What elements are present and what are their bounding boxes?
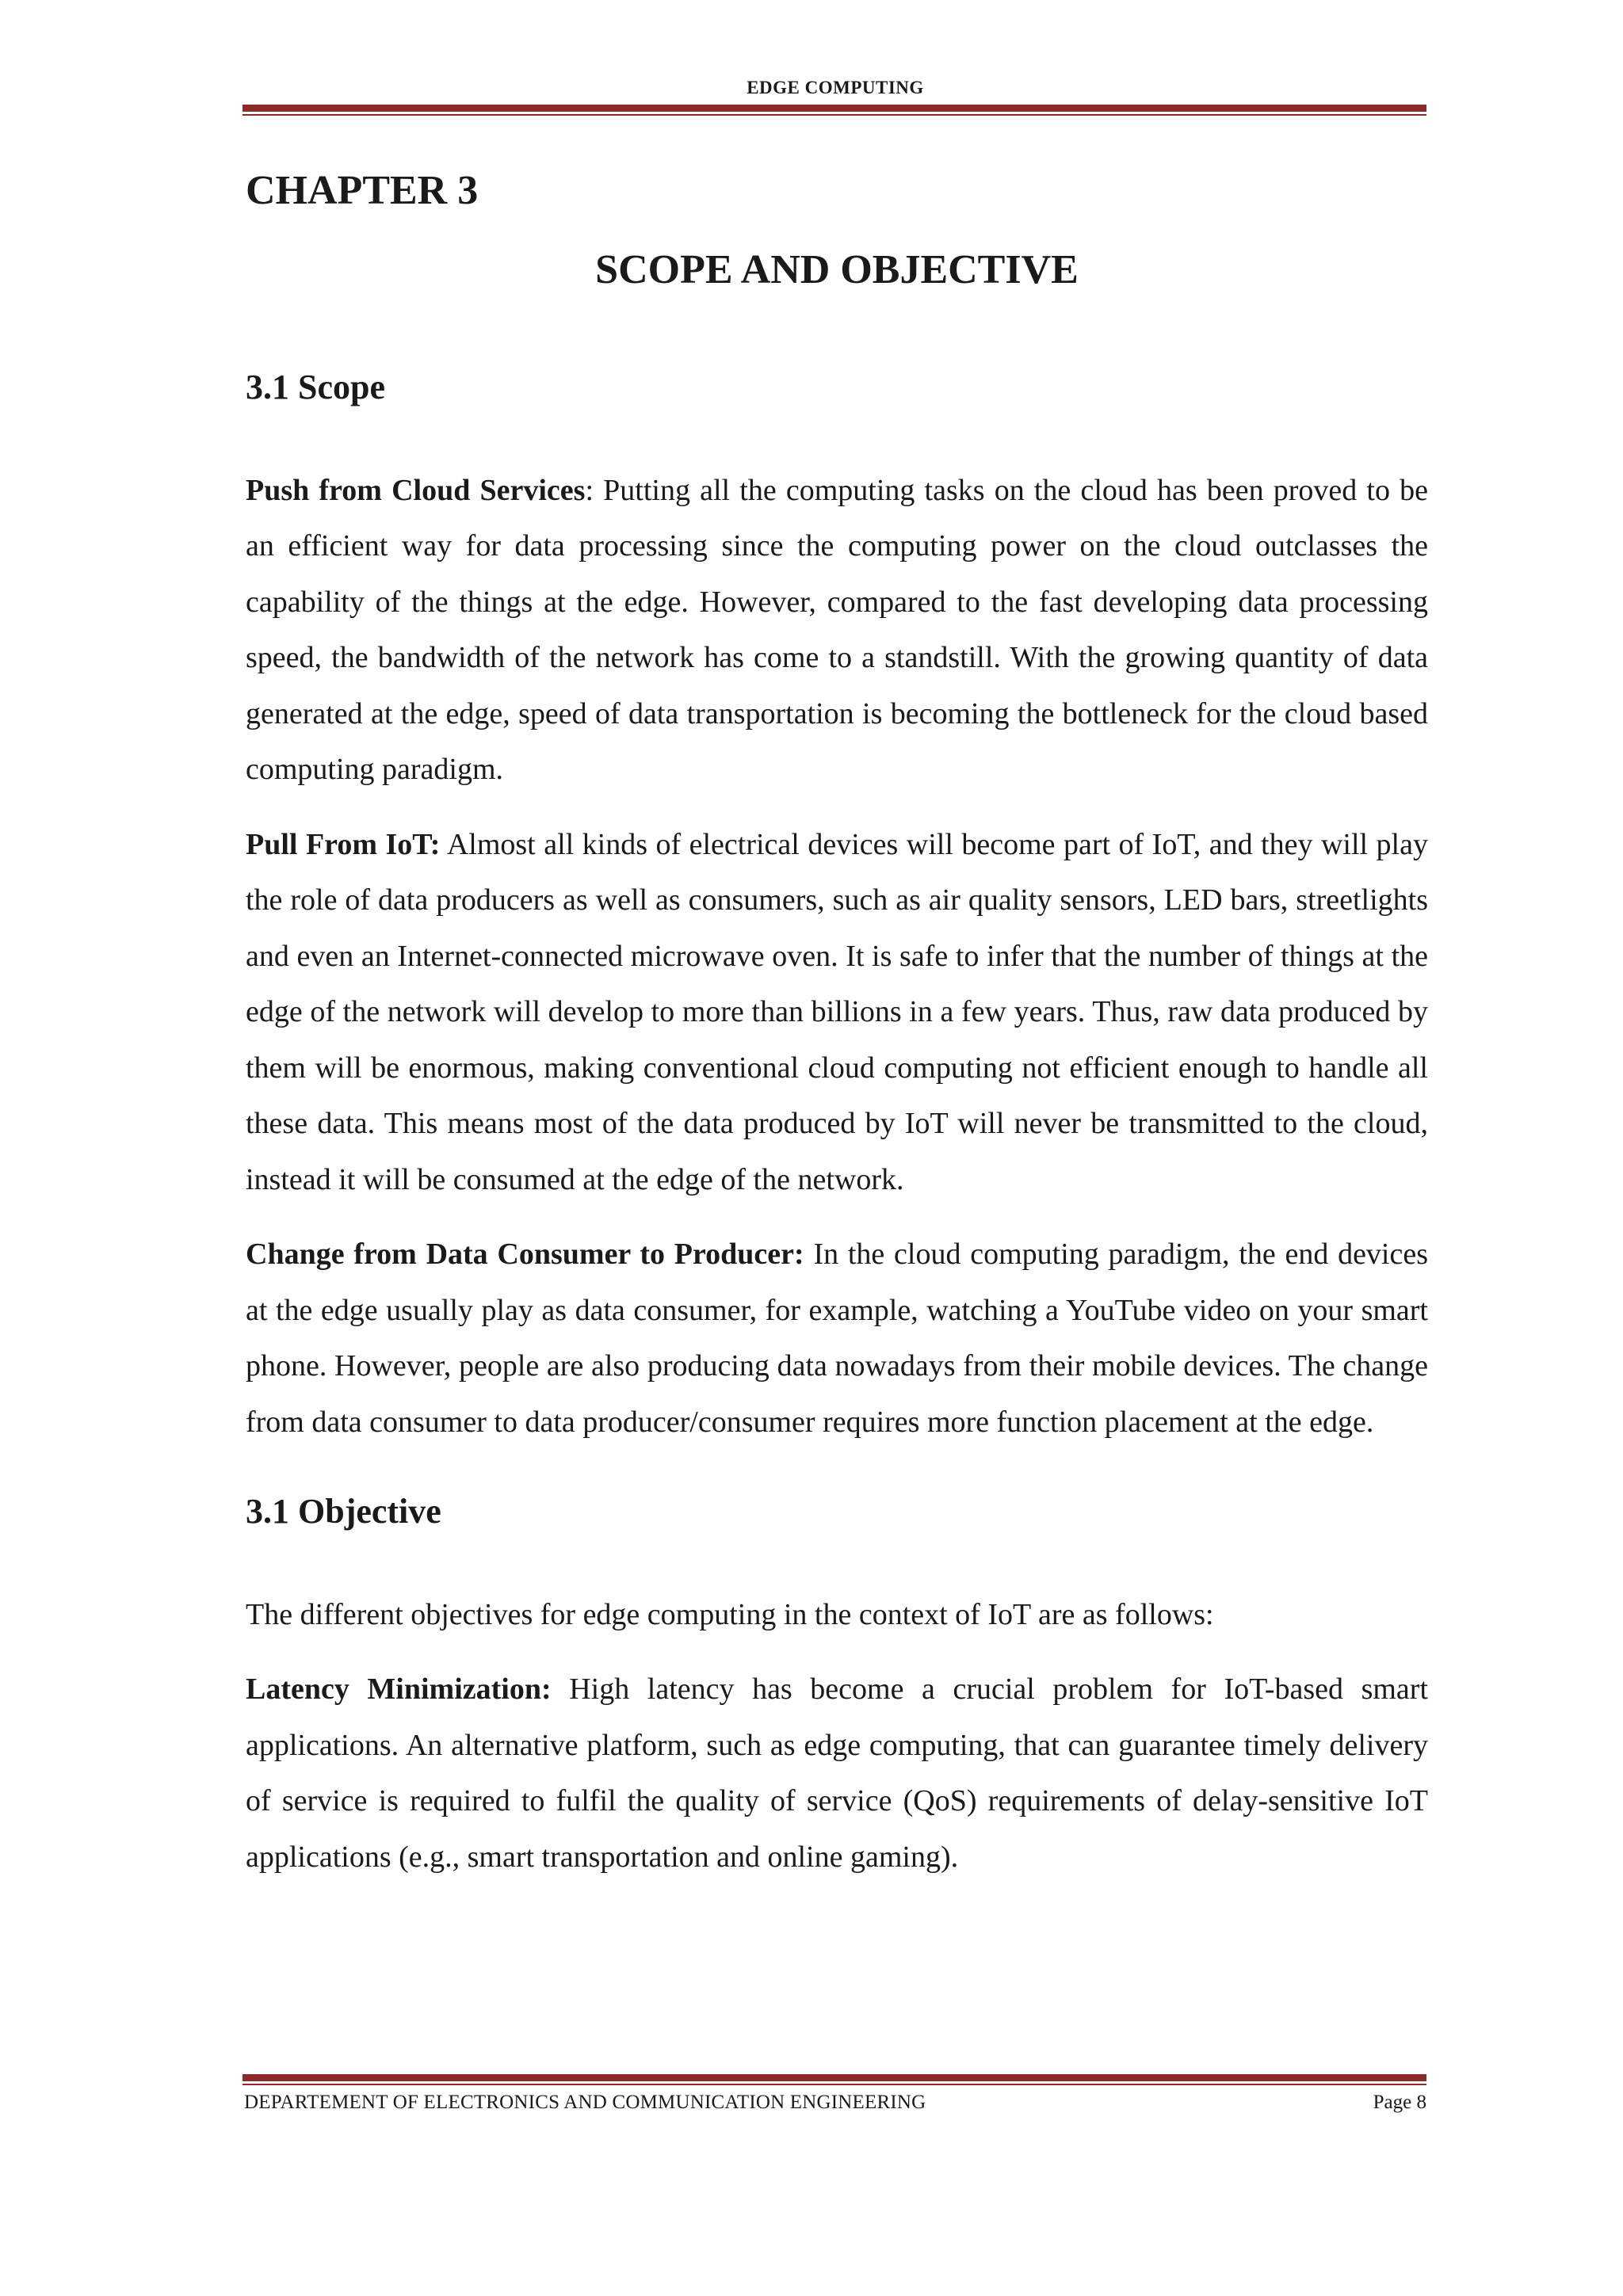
paragraph-latency-minimization <box>246 1661 1428 1885</box>
term-separator <box>804 1238 814 1271</box>
paragraph-text: In the cloud computing paradigm, the end devices at the edge usually play as data consumer, for example, watching a YouTube video on your smart phone. However, people are also producing data nowadays from their mobile devices. The change from data consumer to data producer/consumer requires more function placement at the edge. <box>246 1238 1429 1439</box>
paragraph-objective-intro: The different objectives for edge computing in the context of IoT are as follows: <box>246 1597 1214 1631</box>
header-rule <box>242 105 1426 116</box>
paragraph-pull-from-iot <box>246 817 1428 1208</box>
chapter-label: CHAPTER 3 <box>246 168 479 213</box>
term-consumer-to-producer: Change from Data Consumer to Producer: <box>246 1238 804 1272</box>
paragraph-text: High latency has become a crucial problem for IoT-based smart applications. An alternative platform, such as edge computing, that can guarantee timely delivery of service is required to fulfil the quality of service (QoS) requirements of delay-sensitive IoT applications (e.g., smart transportation and online gaming). <box>246 1672 1429 1874</box>
footer-page-number: Page 8 <box>1373 2092 1426 2113</box>
page-content <box>246 166 1428 1885</box>
header-rule-thick <box>242 105 1426 112</box>
paragraph-consumer-to-producer <box>246 1226 1428 1450</box>
footer-rule <box>242 2074 1426 2085</box>
paragraph-text: Putting all the computing tasks on the cloud has been proved to be an efficient way for data processing since the computing power on the cloud outclasses the capability of the things at the edge. However, compared to the fast developing data processing speed, the bandwidth of the network has come to a standstill. With the growing quantity of data generated at the edge, speed of data transportation is becoming the bottleneck for the cloud based computing paradigm. <box>246 473 1428 787</box>
section-heading-objective: 3.1 Objective <box>246 1492 441 1531</box>
term-push-from-cloud: Push from Cloud Services <box>246 473 586 507</box>
term-latency-minimization: Latency Minimization: <box>246 1672 552 1707</box>
term-separator <box>552 1672 570 1706</box>
footer-rule-thick <box>242 2074 1426 2081</box>
term-pull-from-iot: Pull From IoT: <box>246 827 441 861</box>
paragraph-text: Almost all kinds of electrical devices will become part of IoT, and they will play the role of data producers as well as consumers, such as air quality sensors, LED bars, streetlights and even an Internet-connected microwave oven. It is safe to infer that the number of things at the edge of the network will develop to more than billions in a few years. Thus, raw data produced by them will be enormous, making conventional cloud computing not efficient enough to handle all these data. This means most of the data produced by IoT will never be transmitted to the cloud, instead it will be consumed at the edge of the network. <box>246 827 1428 1196</box>
footer-department: DEPARTEMENT OF ELECTRONICS AND COMMUNICATION ENGINEERING <box>244 2092 926 2113</box>
term-separator <box>440 828 446 861</box>
header-rule-thin <box>242 114 1426 116</box>
section-heading-scope: 3.1 Scope <box>246 367 385 406</box>
term-separator: : <box>585 473 604 507</box>
chapter-title: SCOPE AND OBJECTIVE <box>595 247 1079 293</box>
running-header: EDGE COMPUTING <box>747 78 924 97</box>
paragraph-push-from-cloud <box>246 463 1428 798</box>
footer-rule-thin <box>242 2084 1426 2085</box>
